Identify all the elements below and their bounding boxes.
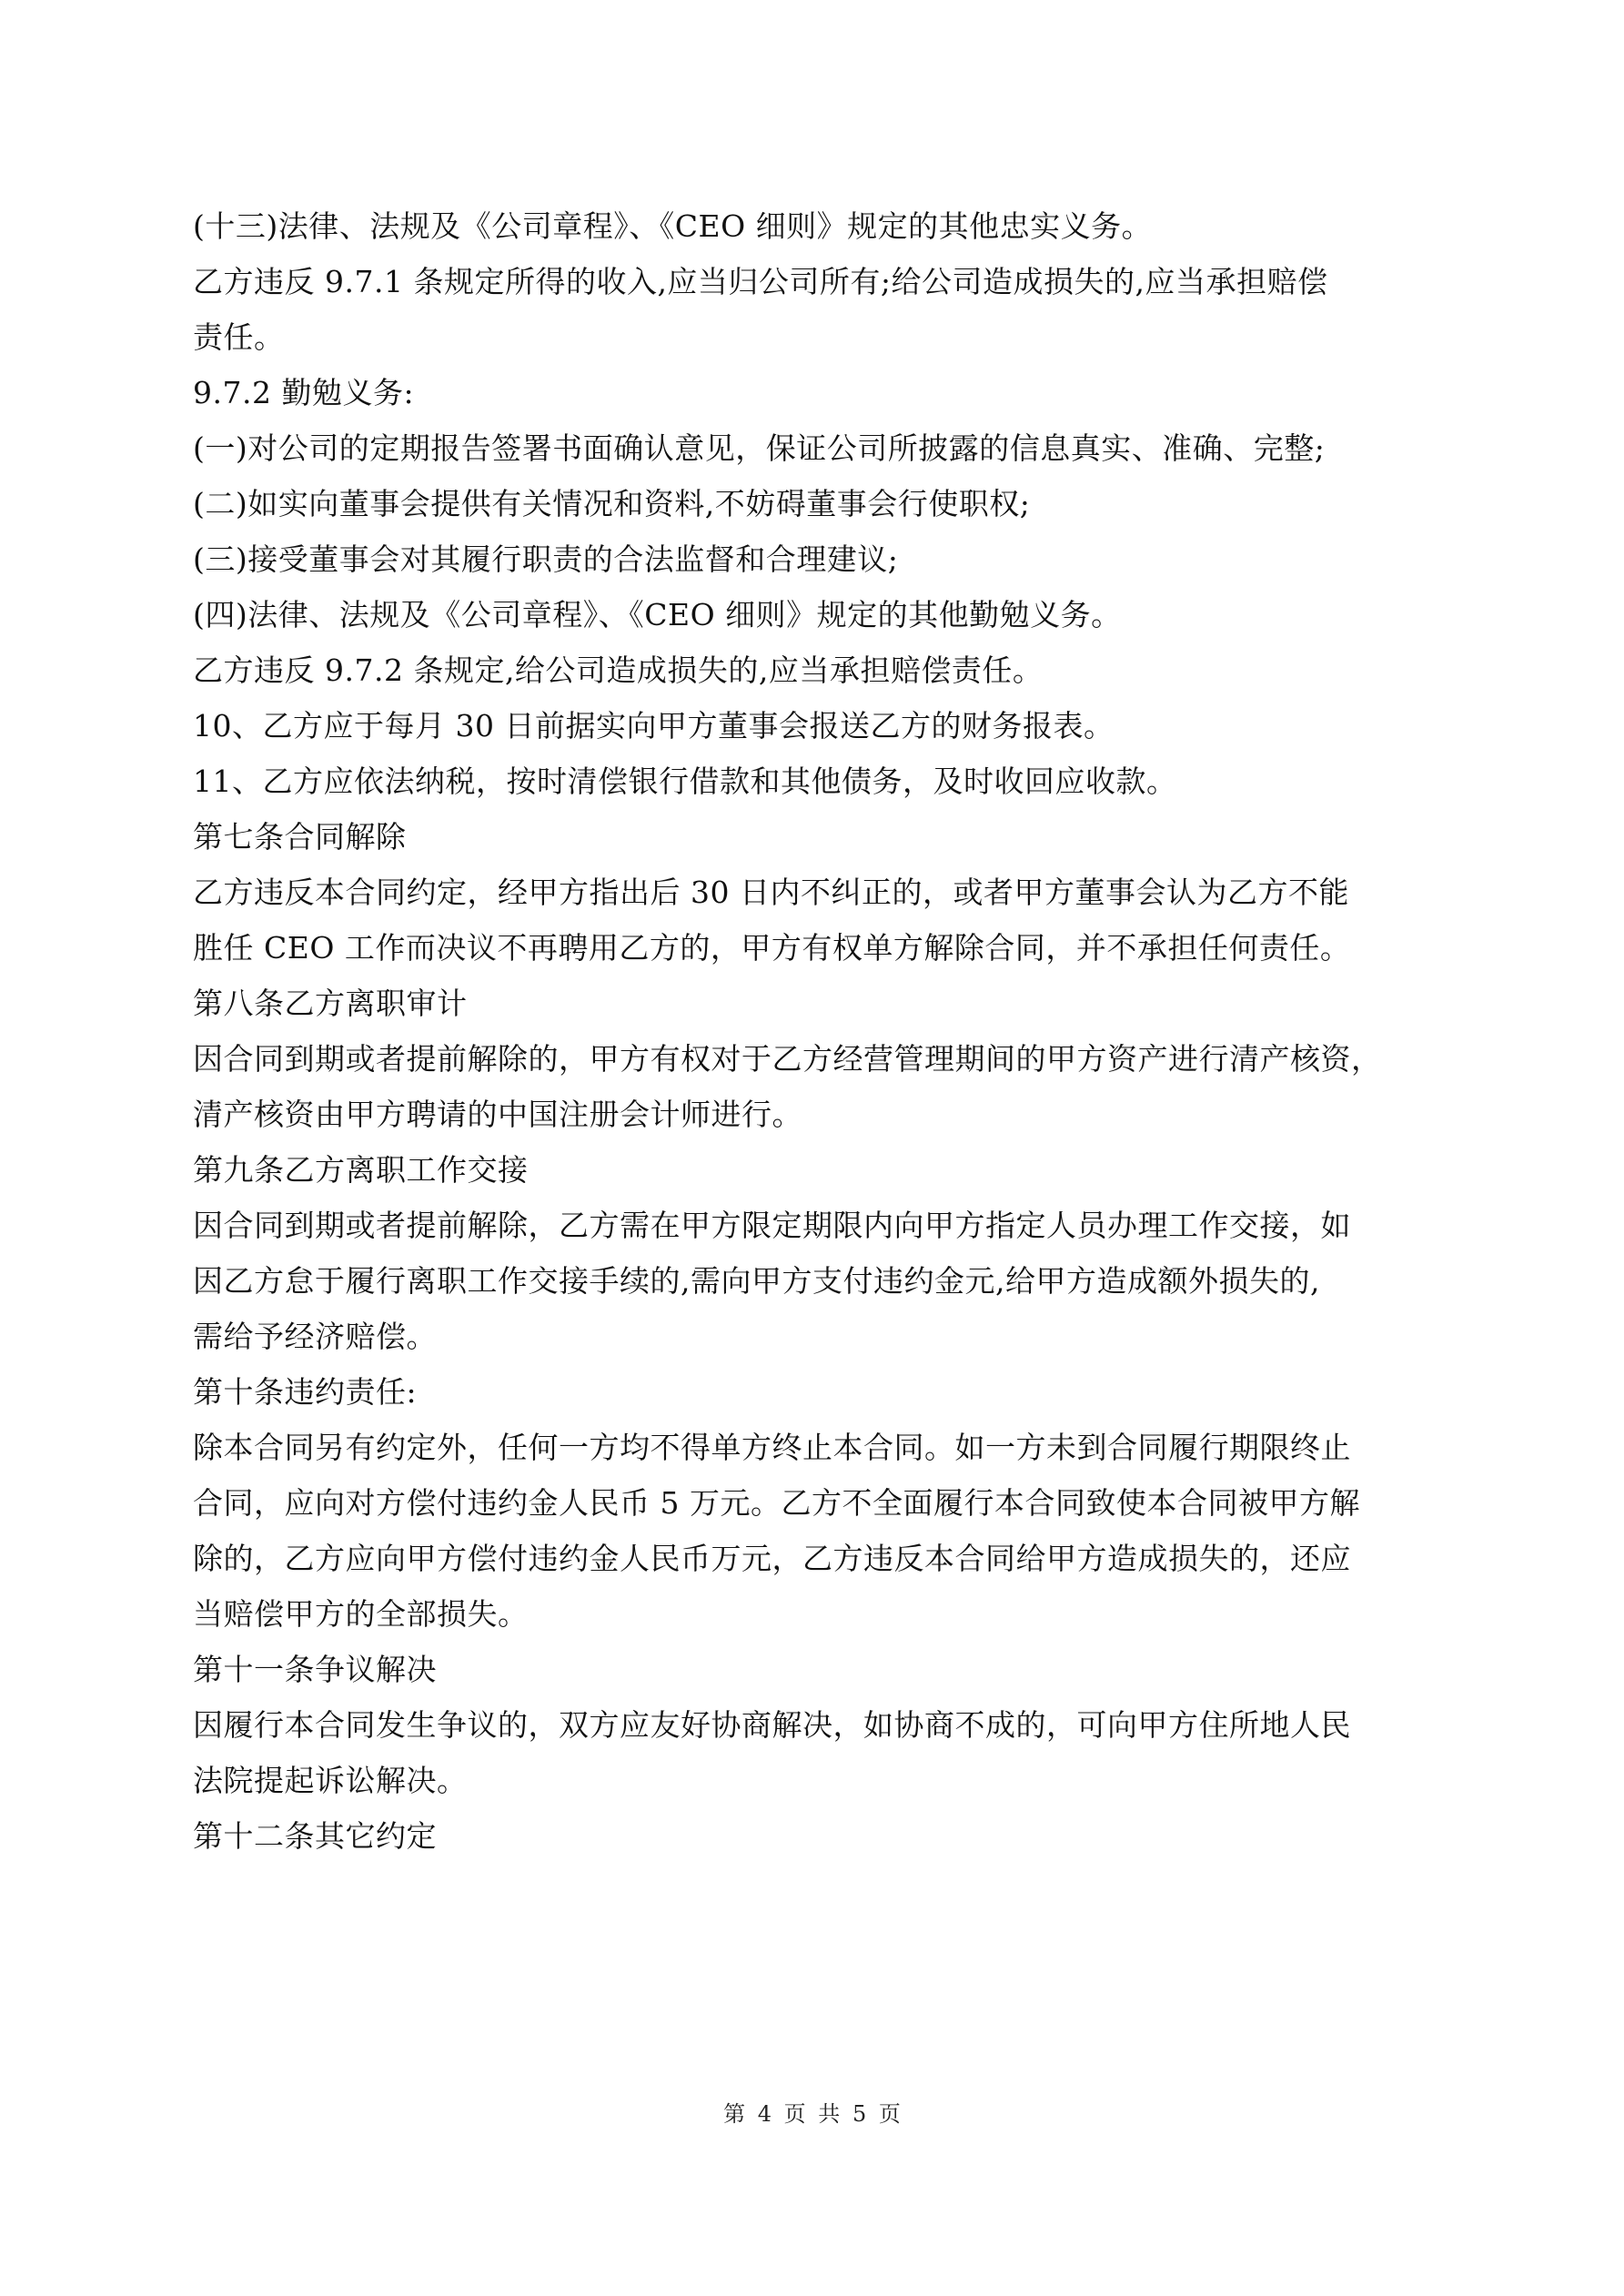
- section-heading: 第十一条争议解决: [193, 1652, 437, 1687]
- section-heading: 第九条乙方离职工作交接: [193, 1152, 529, 1188]
- text-line: 除的，乙方应向甲方偿付违约金人民币万元，乙方违反本合同给甲方造成损失的，还应: [193, 1541, 1351, 1576]
- text-line: 乙方违反 9.7.2 条规定,给公司造成损失的,应当承担赔偿责任。: [193, 652, 1044, 688]
- text-line: 11、乙方应依法纳税，按时清偿银行借款和其他债务，及时收回应收款。: [193, 764, 1177, 799]
- text-line: 清产核资由甲方聘请的中国注册会计师进行。: [193, 1097, 802, 1132]
- text-line: (一)对公司的定期报告签署书面确认意见，保证公司所披露的信息真实、准确、完整;: [193, 430, 1326, 466]
- text-line: (四)法律、法规及《公司章程》、《CEO 细则》规定的其他勤勉义务。: [193, 597, 1122, 632]
- text-line: 因履行本合同发生争议的，双方应友好协商解决，如协商不成的，可向甲方住所地人民: [193, 1707, 1351, 1743]
- text-line: 乙方违反本合同约定，经甲方指出后 30 日内不纠正的，或者甲方董事会认为乙方不能: [193, 875, 1349, 910]
- text-line: 10、乙方应于每月 30 日前据实向甲方董事会报送乙方的财务报表。: [193, 708, 1115, 743]
- text-line: 除本合同另有约定外，任何一方均不得单方终止本合同。如一方未到合同履行期限终止: [193, 1430, 1351, 1465]
- text-line: 因合同到期或者提前解除的，甲方有权对于乙方经营管理期间的甲方资产进行清产核资，: [193, 1041, 1382, 1077]
- text-line: (十三)法律、法规及《公司章程》、《CEO 细则》规定的其他忠实义务。: [193, 208, 1153, 244]
- text-line: 需给予经济赔偿。: [193, 1319, 437, 1354]
- text-line: 因合同到期或者提前解除，乙方需在甲方限定期限内向甲方指定人员办理工作交接，如: [193, 1208, 1351, 1243]
- document-body: [193, 198, 1437, 1864]
- text-line: 责任。: [193, 319, 285, 355]
- section-heading: 第十条违约责任:: [193, 1374, 418, 1410]
- text-line: 合同，应向对方偿付违约金人民币 5 万元。乙方不全面履行本合同致使本合同被甲方解: [193, 1485, 1360, 1521]
- section-heading: 第八条乙方离职审计: [193, 986, 468, 1021]
- text-line: 当赔偿甲方的全部损失。: [193, 1596, 529, 1632]
- section-heading: 第十二条其它约定: [193, 1818, 437, 1854]
- text-line: 法院提起诉讼解决。: [193, 1763, 468, 1798]
- text-line: 因乙方怠于履行离职工作交接手续的,需向甲方支付违约金元,给甲方造成额外损失的,: [193, 1263, 1320, 1299]
- section-heading: 第七条合同解除: [193, 819, 407, 855]
- text-line: (三)接受董事会对其履行职责的合法监督和合理建议;: [193, 541, 899, 577]
- text-line: (二)如实向董事会提供有关情况和资料,不妨碍董事会行使职权;: [193, 486, 1031, 521]
- text-line: 胜任 CEO 工作而决议不再聘用乙方的，甲方有权单方解除合同，并不承担任何责任。: [193, 930, 1351, 966]
- page-number-footer: 第 4 页 共 5 页: [723, 2101, 901, 2127]
- text-line: 9.7.2 勤勉义务:: [193, 375, 415, 410]
- text-line: 乙方违反 9.7.1 条规定所得的收入,应当归公司所有;给公司造成损失的,应当承担赔偿: [193, 264, 1328, 299]
